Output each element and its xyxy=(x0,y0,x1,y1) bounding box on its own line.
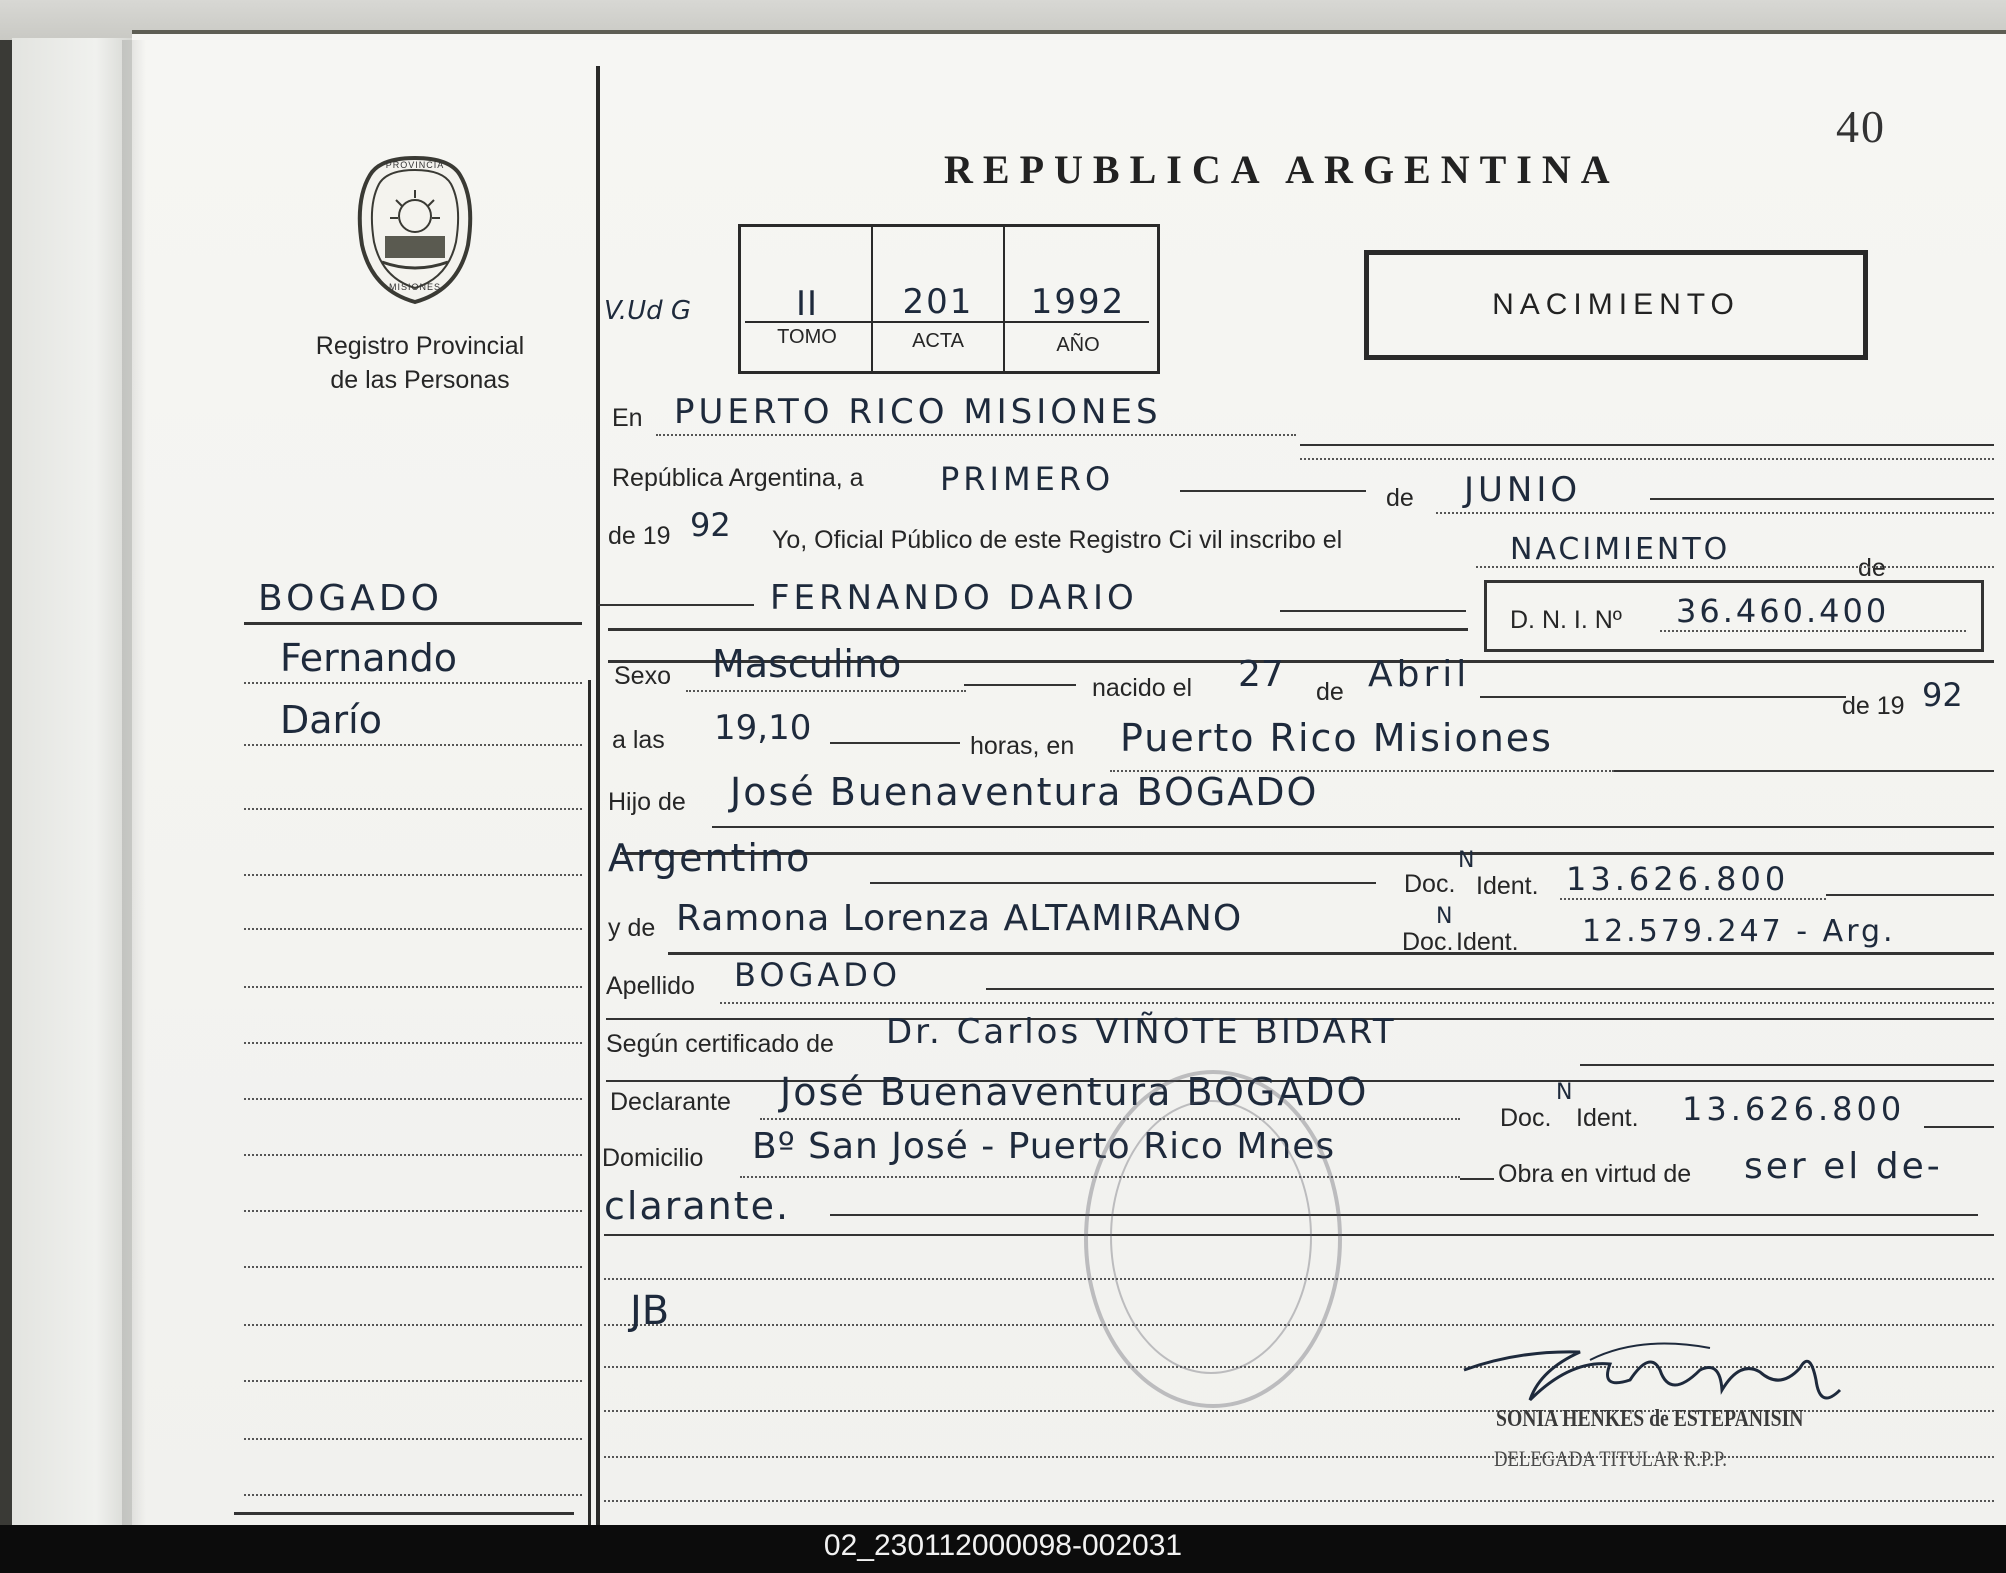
surname-value: BOGADO xyxy=(734,956,902,994)
signatory-role: DELEGADA TITULAR R.P.P. xyxy=(1494,1446,1727,1471)
document-title: REPUBLICA ARGENTINA xyxy=(944,147,1620,192)
de-label-3: de xyxy=(1316,678,1344,706)
ident-label: Ident. xyxy=(1476,872,1539,900)
signatory-name: SONIA HENKES de ESTEPANISIN xyxy=(1496,1406,1804,1432)
child-name-value: FERNANDO DARIO xyxy=(770,578,1138,618)
certificate-doctor-value: Dr. Carlos VIÑOTE BIDART xyxy=(886,1012,1397,1052)
sidebar-rule xyxy=(244,1494,582,1496)
page-number: 40 xyxy=(1836,101,1886,152)
book-edge xyxy=(0,40,12,1525)
en-dotted xyxy=(656,434,1296,436)
de-label-2: de xyxy=(1858,554,1886,582)
father-doc-dotted xyxy=(1560,898,1826,900)
year-value: 92 xyxy=(690,506,731,544)
official-stamp-inner xyxy=(1110,1100,1312,1374)
horas-label: horas, en xyxy=(970,732,1075,760)
signature-text xyxy=(1460,1330,1465,1331)
seal-bottom-text: MISIONES xyxy=(388,282,441,292)
dni-label: D. N. I. Nº xyxy=(1510,606,1622,634)
birth-day-value: 27 xyxy=(1238,654,1284,695)
segun-label: Según certificado de xyxy=(606,1030,834,1058)
name-underline xyxy=(608,628,1468,631)
sidebar-rule xyxy=(244,928,582,930)
mother-name-value: Ramona Lorenza ALTAMIRANO xyxy=(676,898,1243,939)
place-value: PUERTO RICO MISIONES xyxy=(674,392,1162,432)
inscribo-dotted xyxy=(1476,566,1994,568)
apellido-rule xyxy=(986,988,1994,990)
doc-label: Doc. xyxy=(1404,870,1456,898)
sexo-value: Masculino xyxy=(712,642,902,686)
certificado-rule xyxy=(1580,1064,1994,1066)
father-rule xyxy=(712,826,1994,828)
sidebar-first-name: Fernando xyxy=(280,636,457,680)
dni-dotted xyxy=(1660,630,1966,632)
de19-label: de 19 xyxy=(608,522,671,550)
doc-sup-2: N xyxy=(1436,904,1453,929)
mother-doc-value: 12.579.247 - Arg. xyxy=(1582,914,1896,949)
blank-line xyxy=(604,1456,1994,1458)
obra-label: Obra en virtud de xyxy=(1498,1160,1692,1188)
sidebar-rule xyxy=(244,874,582,876)
sexo-label: Sexo xyxy=(614,662,671,690)
sidebar-rule xyxy=(244,682,582,684)
father-doc-value: 13.626.800 xyxy=(1566,860,1790,898)
sidebar-rule xyxy=(244,986,582,988)
ident-label-3: Ident. xyxy=(1576,1104,1639,1132)
column-divider xyxy=(596,66,600,1525)
acta-label: ACTA xyxy=(912,330,964,352)
registry-line1: Registro Provincial xyxy=(315,332,525,360)
domicilio-label: Domicilio xyxy=(602,1144,704,1172)
birthplace-value: Puerto Rico Misiones xyxy=(1120,716,1553,760)
obra-value-continued: clarante. xyxy=(604,1184,791,1228)
sexo-rule xyxy=(964,684,1076,686)
declarante-doc-rule xyxy=(1924,1126,1994,1128)
birthplace-rule xyxy=(1614,770,1994,772)
inscribo-value: NACIMIENTO xyxy=(1510,532,1731,567)
anio-value: 1992 xyxy=(1030,282,1126,322)
sidebar-surname: BOGADO xyxy=(258,578,443,619)
de-label: de xyxy=(1386,484,1414,512)
republica-label: República Argentina, a xyxy=(612,464,864,492)
sidebar-rule xyxy=(244,1324,582,1326)
birth-year-value: 92 xyxy=(1922,676,1963,714)
yde-label: y de xyxy=(608,914,656,942)
tomo-value: II xyxy=(795,284,819,324)
father-name-value: José Buenaventura BOGADO xyxy=(730,770,1319,814)
record-type-box xyxy=(1364,250,1868,360)
hour-rule xyxy=(830,742,960,744)
tomo-label: TOMO xyxy=(777,326,837,348)
sidebar-rule xyxy=(244,1438,582,1440)
father-section-rule xyxy=(620,852,1994,855)
hour-value: 19,10 xyxy=(714,708,812,748)
image-id-caption: 02_230112000098-002031 xyxy=(823,1529,1183,1562)
obra-rule xyxy=(830,1214,1978,1216)
sexo-dotted xyxy=(686,690,966,692)
seal-top-text: PROVINCIA xyxy=(385,160,445,170)
acta-value: 201 xyxy=(902,282,974,322)
mother-rule xyxy=(668,952,1994,955)
day-value: PRIMERO xyxy=(940,460,1115,498)
anio-label: AÑO xyxy=(1056,334,1100,356)
hijo-label: Hijo de xyxy=(608,788,686,816)
declarante-label: Declarante xyxy=(610,1088,731,1116)
sidebar-rule xyxy=(244,1098,582,1100)
sidebar-rule xyxy=(244,1380,582,1382)
record-type-label: NACIMIENTO xyxy=(1492,288,1740,321)
ident-label-2: Ident. xyxy=(1456,928,1519,956)
declarant-name-value: José Buenaventura BOGADO xyxy=(780,1070,1369,1114)
month-value: JUNIO xyxy=(1464,470,1582,510)
sidebar-rule xyxy=(244,1266,582,1268)
sidebar-rule xyxy=(244,1210,582,1212)
sidebar-rule xyxy=(244,744,582,746)
doc-sup-3: N xyxy=(1556,1080,1573,1105)
facing-page xyxy=(12,38,132,1525)
day-rule xyxy=(1180,490,1366,492)
father-nationality-value: Argentino xyxy=(608,836,812,880)
officer-initials: JB xyxy=(630,1288,670,1334)
name-rule-right xyxy=(1280,610,1466,612)
sidebar-bottom-rule xyxy=(234,1512,574,1515)
doc-label-3: Doc. xyxy=(1500,1104,1552,1132)
month-dotted xyxy=(1436,512,1994,514)
doc-label-2: Doc. xyxy=(1402,928,1454,956)
doc-sup: N xyxy=(1458,848,1475,873)
father-doc-rule xyxy=(1826,894,1994,896)
declarant-doc-value: 13.626.800 xyxy=(1682,1090,1906,1128)
domicilio-rule xyxy=(1460,1178,1494,1180)
yo-label: Yo, Oficial Público de este Registro Ci vil inscribo el xyxy=(772,526,1343,554)
obra-value: ser el de- xyxy=(1744,1146,1943,1187)
nacido-label: nacido el xyxy=(1092,674,1193,702)
month-rule xyxy=(1650,498,1994,500)
alas-label: a las xyxy=(612,726,665,754)
sidebar-second-name: Darío xyxy=(280,698,382,742)
sidebar-rule xyxy=(244,808,582,810)
address-value: Bº San José - Puerto Rico Mnes xyxy=(752,1126,1336,1167)
page-gutter xyxy=(122,40,146,1525)
birth-month-value: Abril xyxy=(1368,654,1471,695)
declarante-dotted xyxy=(760,1118,1460,1120)
registry-line2: de las Personas xyxy=(330,366,510,394)
blank-line xyxy=(604,1500,1994,1502)
en-rule2 xyxy=(1300,458,1994,460)
name-rule-left xyxy=(598,604,754,606)
birth-month-rule xyxy=(1480,696,1846,698)
dni-value: 36.460.400 xyxy=(1676,592,1890,630)
en-label: En xyxy=(612,404,643,432)
en-rule xyxy=(1300,444,1994,446)
sidebar-rule xyxy=(244,1042,582,1044)
de19-label-2: de 19 xyxy=(1842,692,1905,720)
nationality-rule xyxy=(870,882,1376,884)
margin-note: V.Ud G xyxy=(604,296,692,326)
sidebar-surname-rule xyxy=(244,622,582,625)
sidebar-rule xyxy=(244,1154,582,1156)
column-divider-inner xyxy=(588,680,591,1525)
apellido-label: Apellido xyxy=(606,972,695,1000)
apellido-dotted xyxy=(720,1002,1994,1004)
